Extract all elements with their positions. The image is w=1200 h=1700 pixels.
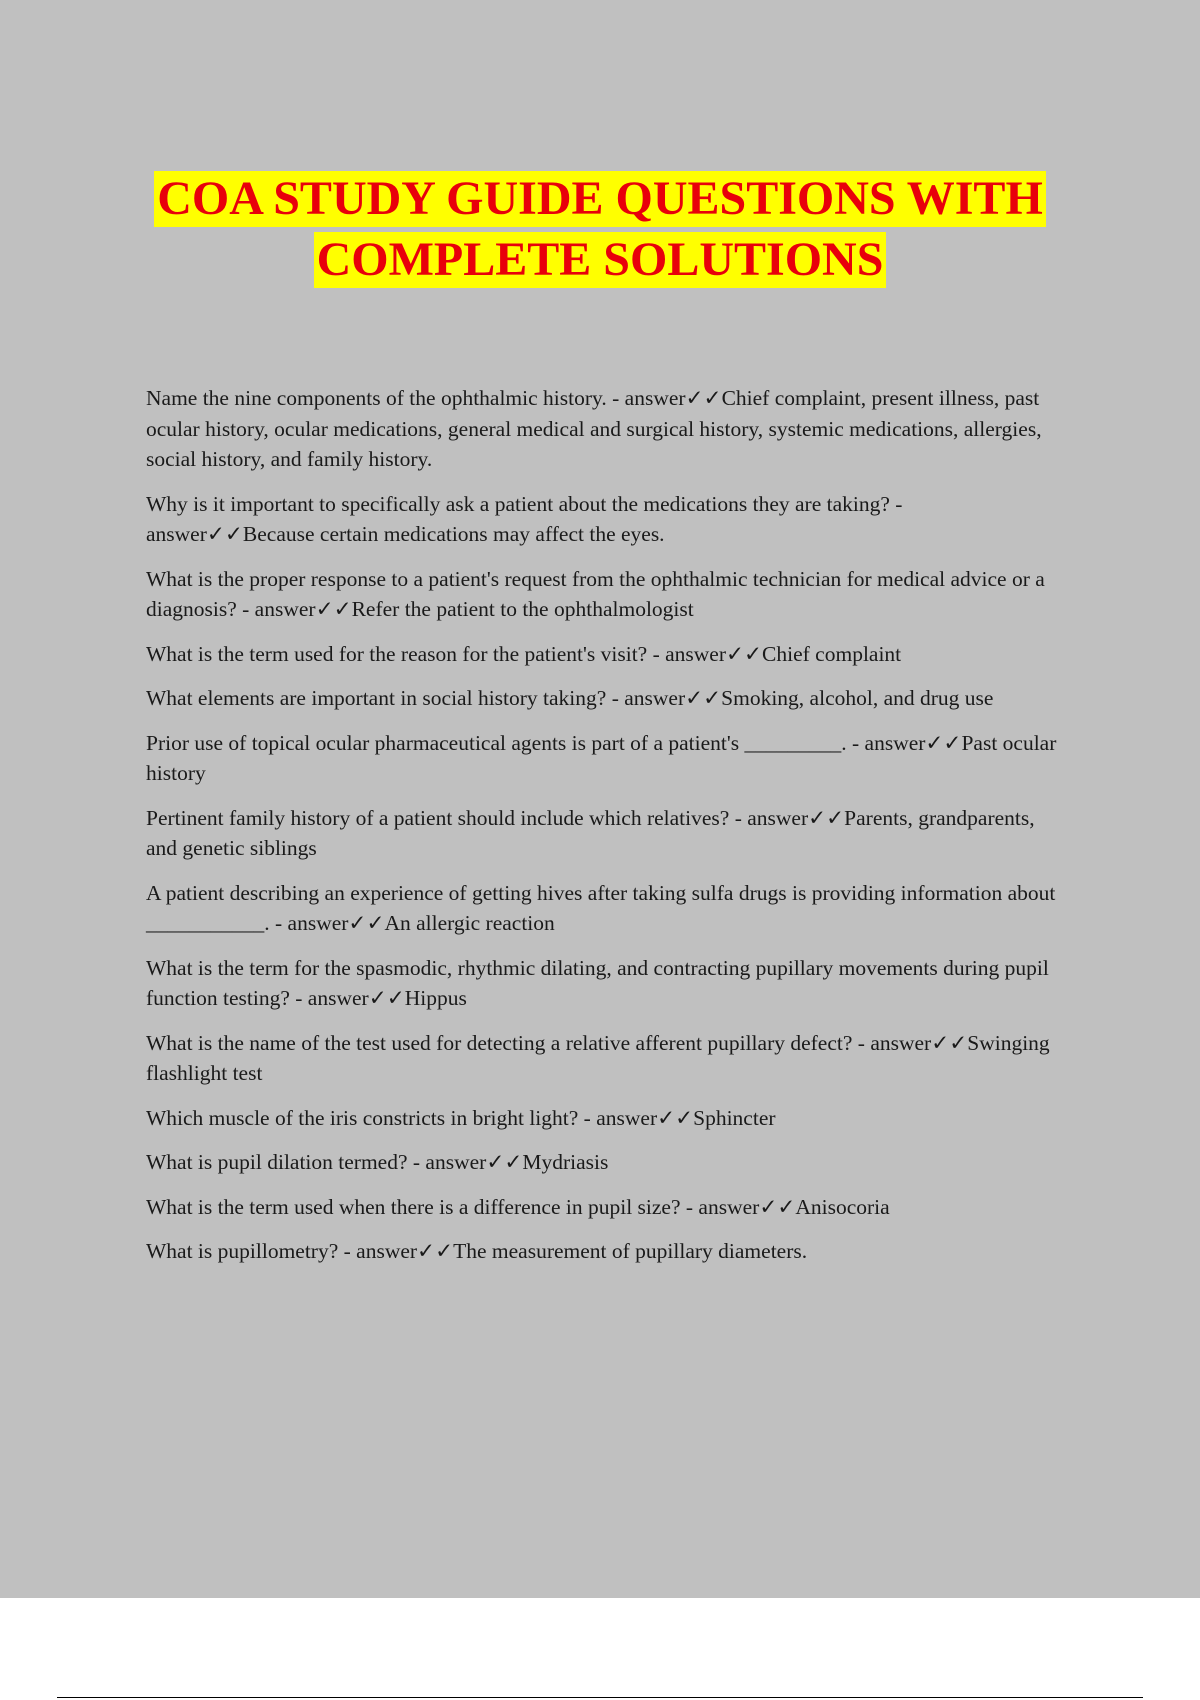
qa-item: What is the proper response to a patient's request from the ophthalmic technician for medical advice or a diagnosis? - answer✓✓Refer the patient to the ophthalmologist bbox=[146, 566, 1045, 621]
qa-item: What is the term used for the reason for the patient's visit? - answer✓✓Chief complaint bbox=[146, 641, 902, 666]
qa-item: What is the term for the spasmodic, rhythmic dilating, and contracting pupillary movements during pupil function testing? - answer✓✓Hippus bbox=[146, 955, 1049, 1010]
qa-item: Pertinent family history of a patient should include which relatives? - answer✓✓Parents, grandparents, and genetic siblings bbox=[146, 805, 1035, 860]
qa-item: What is the name of the test used for detecting a relative afferent pupillary defect? - answer✓✓Swinging flashlight test bbox=[146, 1030, 1050, 1085]
qa-item: Name the nine components of the ophthalmic history. - answer✓✓Chief complaint, present illness, past ocular history, ocular medications, general medical and surgical history, systemic medications, allergies, social history, and family history. bbox=[146, 386, 1042, 471]
qa-item: Which muscle of the iris constricts in bright light? - answer✓✓Sphincter bbox=[146, 1105, 776, 1130]
title-line-1: COA STUDY GUIDE QUESTIONS WITH bbox=[154, 171, 1046, 227]
page-title bbox=[0, 168, 1200, 290]
footer-divider bbox=[57, 1697, 1143, 1698]
page-footer bbox=[0, 1598, 1200, 1700]
qa-item: What is pupillometry? - answer✓✓The measurement of pupillary diameters. bbox=[146, 1239, 808, 1263]
qa-list bbox=[146, 383, 1066, 1281]
qa-item: A patient describing an experience of getting hives after taking sulfa drugs is providing information about ___________. - answer✓✓An allergic reaction bbox=[146, 880, 1056, 935]
qa-item: What is the term used when there is a difference in pupil size? - answer✓✓Anisocoria bbox=[146, 1194, 890, 1219]
qa-item: Prior use of topical ocular pharmaceutical agents is part of a patient's _________. - answer✓✓Past ocular history bbox=[146, 730, 1057, 785]
qa-item: What elements are important in social history taking? - answer✓✓Smoking, alcohol, and drug use bbox=[146, 686, 994, 710]
qa-item: Why is it important to specifically ask a patient about the medications they are taking? - answer✓✓Because certain medications may affect the eyes. bbox=[146, 491, 903, 546]
title-line-2: COMPLETE SOLUTIONS bbox=[314, 232, 887, 288]
qa-item: What is pupil dilation termed? - answer✓✓Mydriasis bbox=[146, 1150, 609, 1174]
